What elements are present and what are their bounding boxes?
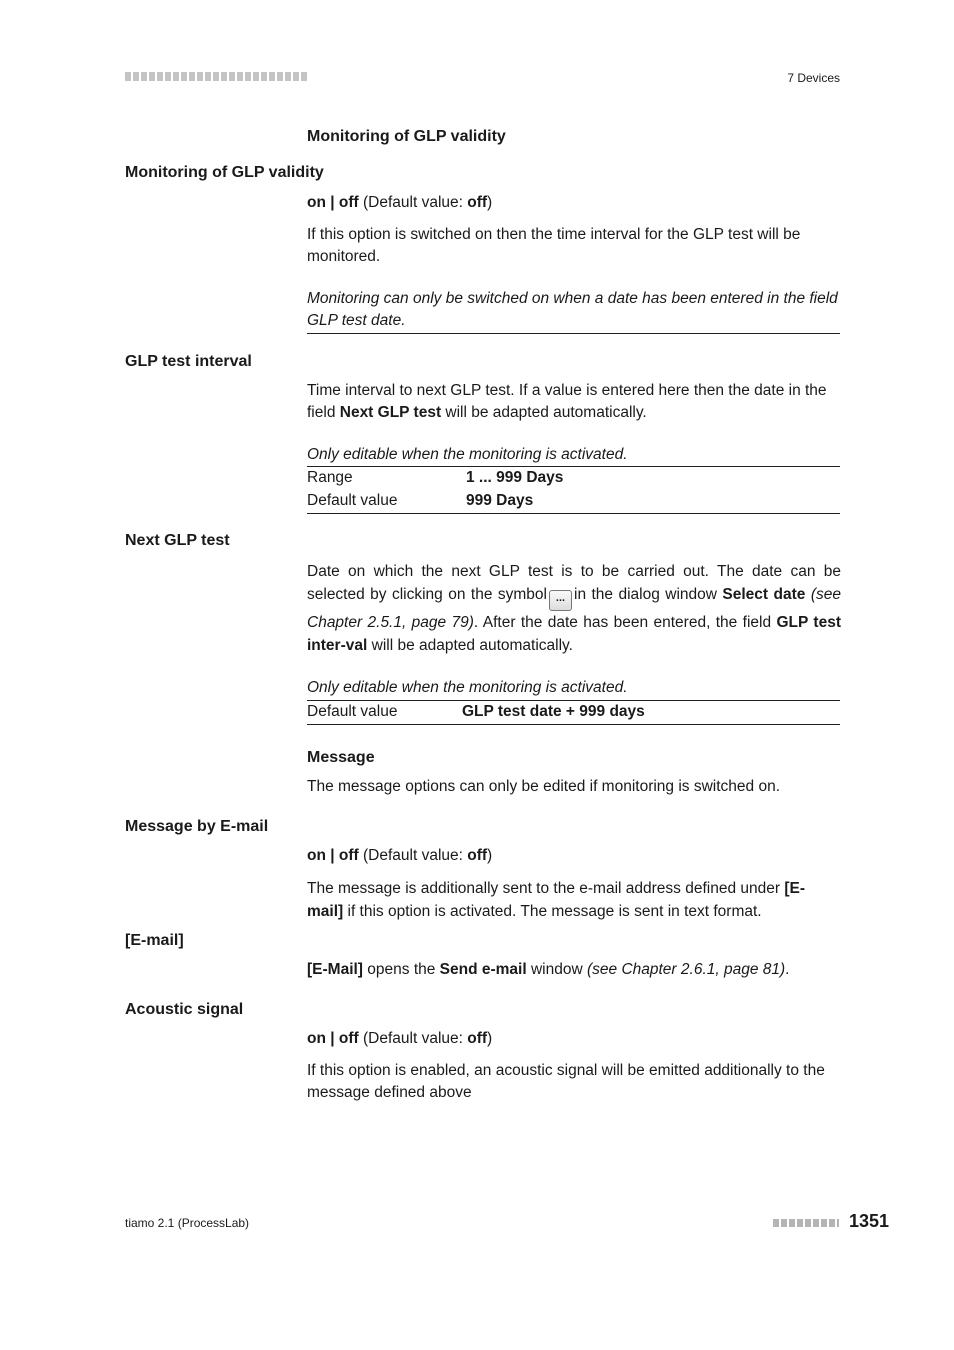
email-button-label: [E-mail] — [125, 932, 184, 949]
footer-product: tiamo 2.1 (ProcessLab) — [125, 1216, 250, 1230]
next-test-note: Only editable when the monitoring is activated. — [307, 679, 628, 696]
message-description: The message options can only be edited if monitoring is switched on. — [307, 778, 781, 795]
table-bottom-rule — [307, 513, 840, 514]
header-chapter: 7 Devices — [787, 71, 840, 85]
monitoring-label: Monitoring of GLP validity — [125, 164, 324, 181]
monitoring-description: If this option is switched on then the time interval for the GLP test will be monitored. — [307, 226, 801, 265]
message-heading: Message — [307, 749, 375, 766]
default-label: Default value — [307, 703, 398, 720]
default-value: GLP test date + 999 days — [462, 703, 645, 720]
footer-decoration — [773, 1219, 839, 1227]
email-button-description: [E-Mail] opens the Send e-mail window (see Chapter 2.6.1, page 81). — [307, 961, 790, 978]
table-row — [307, 467, 840, 489]
monitoring-note: Monitoring can only be switched on when a date has been entered in the field GLP test date. — [307, 290, 838, 329]
table-row — [307, 490, 840, 512]
divider — [307, 333, 840, 334]
section-title: Monitoring of GLP validity — [307, 128, 506, 145]
next-test-label: Next GLP test — [125, 532, 230, 549]
ellipsis-button-icon: ... — [549, 590, 572, 611]
range-value: 1 ... 999 Days — [466, 469, 564, 486]
acoustic-description: If this option is enabled, an acoustic signal will be emitted additionally to the message defined above — [307, 1062, 825, 1101]
interval-description: Time interval to next GLP test. If a value is entered here then the date in the field Next GLP test will be adapted automatically. — [307, 382, 827, 421]
interval-note: Only editable when the monitoring is activated. — [307, 446, 628, 463]
range-label: Range — [307, 469, 353, 486]
interval-label: GLP test interval — [125, 353, 252, 370]
page-number: 1351 — [848, 1211, 889, 1231]
next-test-description: Date on which the next GLP test is to be carried out. The date can be selected by clicking on the symbol ... in the dialog window Select date (see Chapter 2.5.1, page 79). After the date has been entered, the field GLP test inter-val will be adapted automatically. — [307, 563, 841, 654]
email-options: on | off (Default value: off) — [307, 847, 493, 864]
table-row — [307, 701, 840, 723]
email-label: Message by E-mail — [125, 818, 269, 835]
header-decoration — [125, 72, 307, 81]
default-label: Default value — [307, 492, 398, 509]
default-value: 999 Days — [466, 492, 534, 509]
email-description: The message is additionally sent to the e-mail address defined under [E-mail] if this option is activated. The message is sent in text format. — [307, 880, 806, 920]
acoustic-options: on | off (Default value: off) — [307, 1030, 493, 1047]
table-bottom-rule — [307, 724, 840, 725]
monitoring-options: on | off (Default value: off) — [307, 194, 493, 211]
acoustic-label: Acoustic signal — [125, 1001, 244, 1018]
